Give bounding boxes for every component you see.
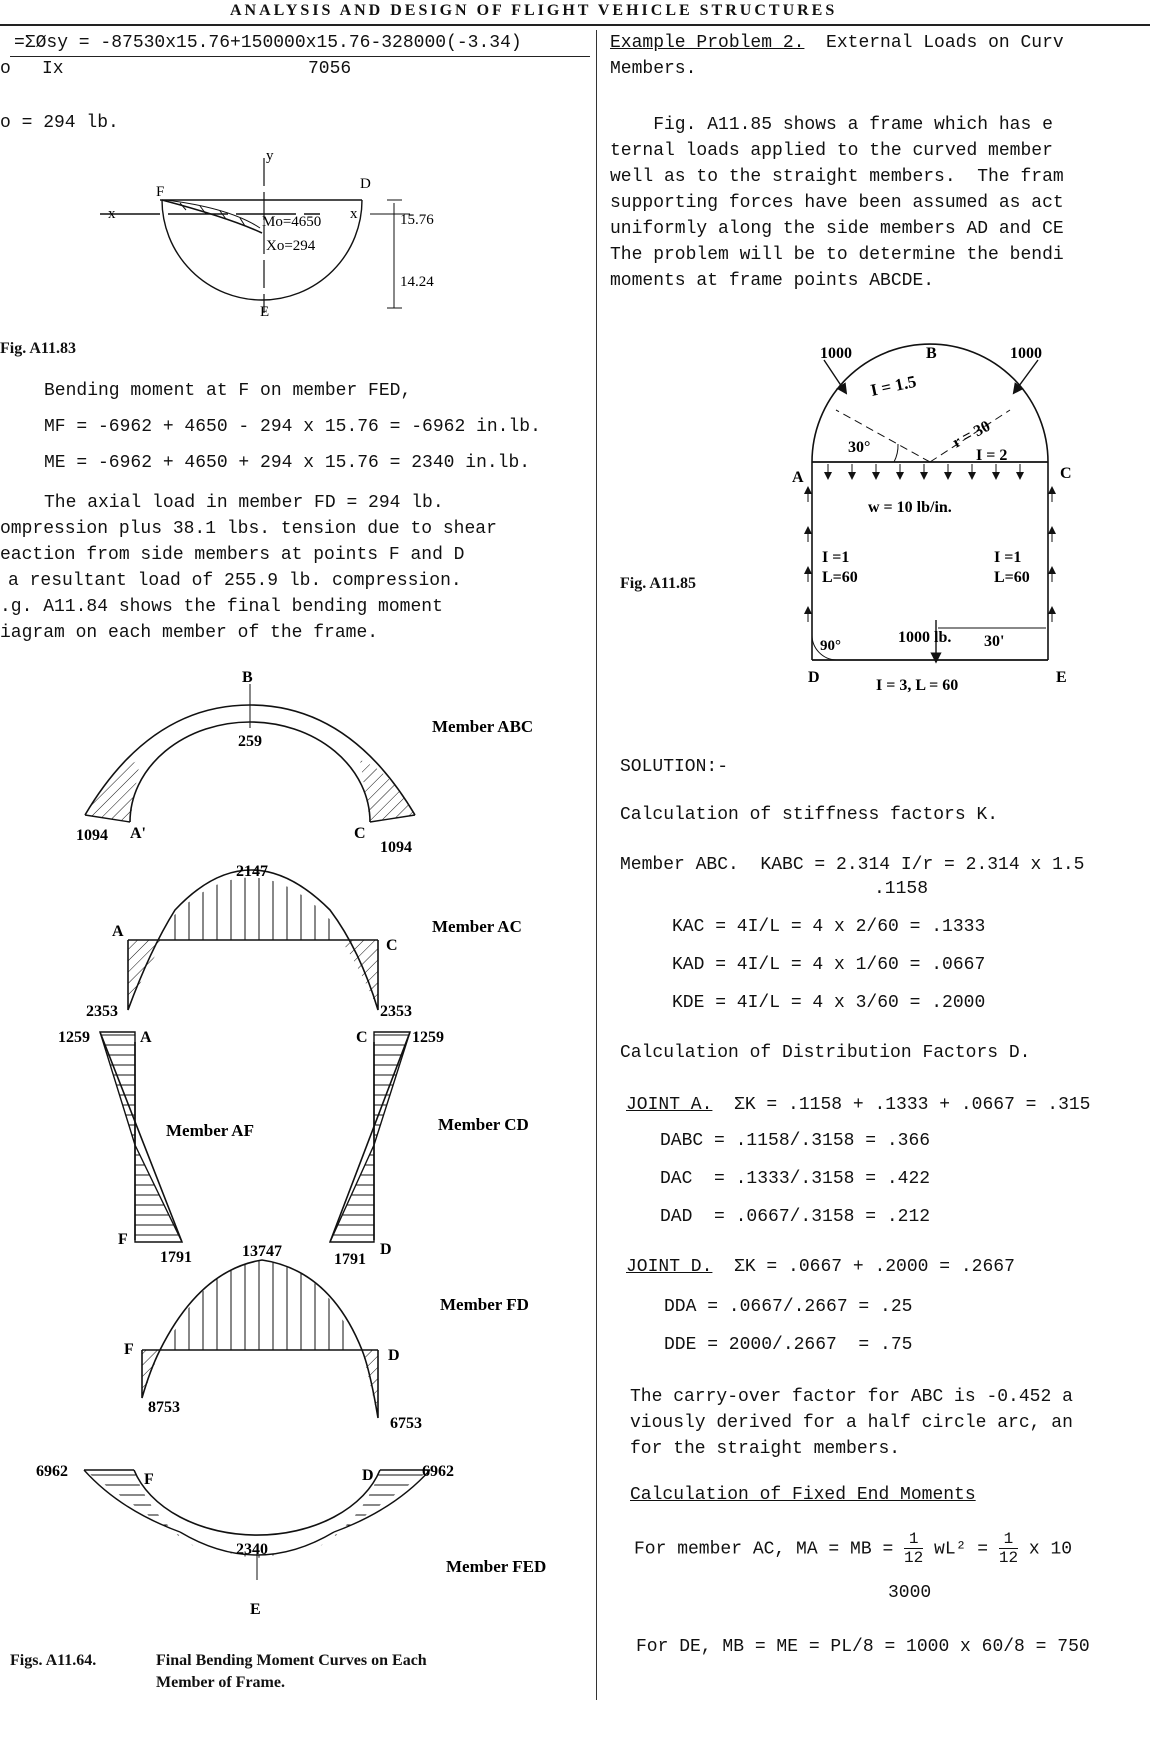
abc-top: 259 [238,733,262,750]
fem-3000: 3000 [888,1583,932,1603]
fem-frac1-num: 1 [904,1530,923,1549]
fig85-p2: 1000 [1010,345,1042,362]
fem-de: For DE, MB = ME = PL/8 = 1000 x 60/8 = 750 [636,1637,1090,1657]
af-top-left: 1259 [58,1029,90,1046]
member-fed-diagram [36,1463,546,1618]
fig85-bot: I = 3, L = 60 [876,677,959,694]
ac-C: C [386,937,398,954]
fig83-y: y [266,148,274,164]
dda: DDA = .0667/.2667 = .25 [664,1297,913,1317]
joint-d-sum: ΣK = .0667 + .2000 = .2667 [712,1257,1015,1277]
cd-D: D [380,1241,392,1258]
stiff-heading: Calculation of stiffness factors K. [620,805,999,825]
member-cd-diagram [330,1029,529,1268]
right-p1-6: moments at frame points ABCDE. [610,271,935,291]
fig-a11-85 [780,330,1090,730]
fed-F: F [144,1471,154,1488]
member-abc-diagram [76,670,533,856]
fig83-mo: Mo=4650 [262,214,322,230]
fig85-r30: r = 30 [949,417,994,452]
left-mf: MF = -6962 + 4650 - 294 x 15.76 = -6962 in.lb. [44,417,541,437]
dabc: DABC = .1158/.3158 = .366 [660,1131,931,1151]
running-header [0,0,1150,26]
fem-ac-a: For member AC, MA = MB = [634,1539,905,1560]
ac-top: 2147 [236,863,268,880]
fig85-il1: I =1 [822,549,850,566]
dist-heading: Calculation of Distribution Factors D. [620,1043,1031,1063]
fig85-d30: 30' [984,633,1005,650]
abc-C: C [354,825,366,842]
ex-title [610,30,1064,56]
kac: KAC = 4I/L = 4 x 2/60 = .1333 [672,917,986,937]
fed-label: Member FED [446,1557,547,1576]
member-ac-diagram [86,863,522,1020]
fig85-a90: 90° [820,638,841,654]
cd-label: Member CD [438,1115,529,1134]
fig83-caption: Fig. A11.83 [0,340,77,357]
right-p1-0: Fig. A11.85 shows a frame which has e [610,115,1053,135]
left-p1: Bending moment at F on member FED, [44,381,412,401]
fig85-i15: I = 1.5 [868,371,918,400]
fig83-D: D [360,176,371,192]
joint-a-sum: ΣK = .1158 + .1333 + .0667 = .315 [712,1095,1091,1115]
fig85-E: E [1056,669,1067,686]
fd-left: 8753 [148,1399,180,1416]
fed-right: 6962 [422,1463,454,1480]
abc-left: 1094 [76,827,108,844]
joint-d [626,1254,1015,1280]
fig85-i2: I = 2 [976,447,1008,464]
left-p2-3: a resultant load of 255.9 lb. compression. [8,571,462,591]
member-af-diagram [58,1029,254,1266]
af-bottom: 1791 [160,1249,192,1266]
fig83-xo: Xo=294 [266,238,316,254]
kabc-value: .1158 [874,879,929,899]
fig85-ll2: L=60 [994,569,1030,586]
fem-frac1-den: 12 [904,1549,924,1567]
eq-top-rule [10,56,590,57]
fig85-caption: Fig. A11.85 [620,575,697,592]
fd-label: Member FD [440,1295,529,1314]
co-0: The carry-over factor for ABC is -0.452 a [630,1387,1073,1407]
ex-title-rest: External Loads on Curv [804,33,1064,53]
ac-left: 2353 [86,1003,118,1020]
fed-left: 6962 [36,1463,68,1480]
eq-top-lhs-den: Ix [42,59,64,79]
cd-top-right: 1259 [412,1029,444,1046]
fd-right: 6753 [390,1415,422,1432]
dad: DAD = .0667/.3158 = .212 [660,1207,931,1227]
co-2: for the straight members. [630,1439,901,1459]
fig84-caption-a: Figs. A11.64. [10,1652,97,1669]
kde: KDE = 4I/L = 4 x 3/60 = .2000 [672,993,986,1013]
member-fd-diagram [124,1243,529,1432]
abc-B: B [242,670,253,686]
left-p2-1: ompression plus 38.1 lbs. tension due to shear [0,519,497,539]
dac: DAC = .1333/.3158 = .422 [660,1169,931,1189]
ac-right: 2353 [380,1003,412,1020]
header-title: ANALYSIS AND DESIGN OF FLIGHT VEHICLE STRUCTURES [230,2,838,19]
fig83-E: E [260,304,270,320]
fig85-A: A [792,469,804,486]
eq-xo: o = 294 lb. [0,113,119,133]
fig85-ll1: L=60 [822,569,858,586]
cd-bottom: 1791 [334,1251,366,1268]
fig85-C: C [1060,465,1072,482]
fem-frac2-den: 12 [998,1549,1019,1567]
left-p2-0: The axial load in member FD = 294 lb. [44,493,444,513]
fig85-il2: I =1 [994,549,1022,566]
solution: SOLUTION:- [620,757,729,777]
fig83-x2: x [350,206,358,222]
eq-top-numerator: =ΣØsy = -87530x15.76+150000x15.76-328000(-3.34) [14,33,522,53]
fd-top: 13747 [242,1243,282,1260]
fig-a11-84 [0,670,590,1670]
right-p1-5: The problem will be to determine the bendi [610,245,1064,265]
fig83-x1: x [108,206,116,222]
fig83-d1: 15.76 [400,212,434,228]
fd-F: F [124,1341,134,1358]
right-p1-3: supporting forces have been assumed as act [610,193,1064,213]
right-p1-1: ternal loads applied to the curved member [610,141,1053,161]
fig85-p1: 1000 [820,345,852,362]
eq-top-lhs: o [0,59,11,79]
ex-title2: Members. [610,59,697,79]
left-p2-2: eaction from side members at points F and D [0,545,465,565]
joint-a-label: JOINT A. [626,1095,713,1115]
fem-ac [634,1530,1072,1567]
ex-title-underlined: Example Problem 2. [610,33,805,53]
abc-right: 1094 [380,839,412,856]
fed-mid: 2340 [236,1541,268,1558]
fig85-a30: 30° [848,439,871,456]
left-me: ME = -6962 + 4650 + 294 x 15.76 = 2340 in.lb. [44,453,531,473]
af-label: Member AF [166,1121,254,1140]
right-p1-2: well as to the straight members. The fram [610,167,1064,187]
column-separator [596,30,597,1700]
joint-a [626,1092,1090,1118]
fig84-caption-b: Final Bending Moment Curves on Each [156,1652,427,1669]
af-F: F [118,1231,128,1248]
fig83-d2: 14.24 [400,274,434,290]
header-rule [0,24,1150,26]
abc-label: Member ABC [432,717,534,736]
fem-ac-b: wL² = [923,1539,999,1560]
kad: KAD = 4I/L = 4 x 1/60 = .0667 [672,955,986,975]
left-p2-4: .g. A11.84 shows the final bending moment [0,597,443,617]
fed-D: D [362,1467,374,1484]
fig85-D: D [808,669,820,686]
cd-C: C [356,1029,368,1046]
fig-a11-83 [90,148,470,328]
joint-d-label: JOINT D. [626,1257,713,1277]
fem-ac-c: x 10 [1018,1539,1073,1560]
right-p1-4: uniformly along the side members AD and CE [610,219,1064,239]
ac-A: A [112,923,124,940]
abc-A: A' [130,825,146,842]
fig84-caption-c: Member of Frame. [156,1674,285,1691]
fem-frac2 [999,1530,1018,1567]
fem-frac1 [904,1530,923,1567]
fem-heading: Calculation of Fixed End Moments [630,1485,976,1505]
fd-D: D [388,1347,400,1364]
fig85-p3: 1000 lb. [898,629,952,646]
left-p2-5: iagram on each member of the frame. [0,623,379,643]
dde: DDE = 2000/.2667 = .75 [664,1335,913,1355]
co-1: viously derived for a half circle arc, an [630,1413,1073,1433]
ac-label: Member AC [432,917,522,936]
fem-frac2-num: 1 [999,1530,1018,1549]
af-A: A [140,1029,152,1046]
eq-top-denominator: 7056 [308,59,352,79]
fig83-F: F [156,184,165,200]
kabc-line: Member ABC. KABC = 2.314 I/r = 2.314 x 1.5 [620,855,1085,875]
fig85-w: w = 10 lb/in. [868,499,952,516]
fig85-B: B [926,345,937,362]
fed-E: E [250,1601,261,1618]
